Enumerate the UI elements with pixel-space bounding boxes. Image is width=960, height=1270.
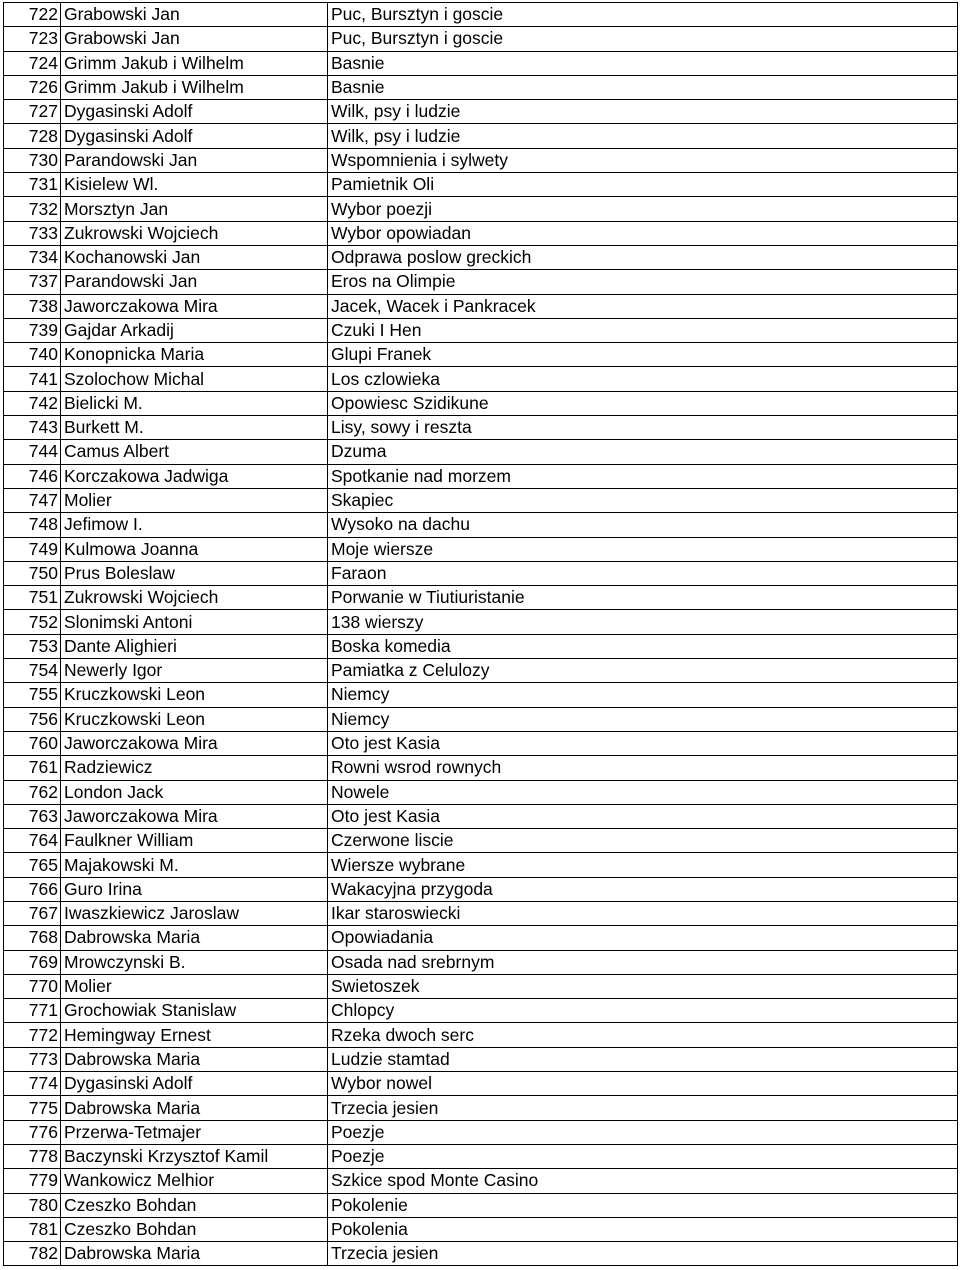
row-number-cell: 747 <box>4 488 61 512</box>
table-row <box>4 51 958 75</box>
author-cell: Faulkner William <box>61 829 328 853</box>
table-row <box>4 537 958 561</box>
author-cell: Parandowski Jan <box>61 148 328 172</box>
row-number-cell: 732 <box>4 197 61 221</box>
table-row <box>4 245 958 269</box>
row-number-cell: 731 <box>4 173 61 197</box>
title-cell: Osada nad srebrnym <box>328 950 958 974</box>
author-cell: Kochanowski Jan <box>61 245 328 269</box>
author-cell: Dygasinski Adolf <box>61 100 328 124</box>
row-number-cell: 779 <box>4 1169 61 1193</box>
title-cell: Glupi Franek <box>328 343 958 367</box>
table-row <box>4 610 958 634</box>
table-row <box>4 75 958 99</box>
table-row <box>4 1072 958 1096</box>
row-number-cell: 737 <box>4 270 61 294</box>
table-row <box>4 1047 958 1071</box>
author-cell: Zukrowski Wojciech <box>61 221 328 245</box>
table-row <box>4 294 958 318</box>
row-number-cell: 782 <box>4 1242 61 1266</box>
table-row <box>4 1096 958 1120</box>
title-cell: Odprawa poslow greckich <box>328 245 958 269</box>
row-number-cell: 751 <box>4 586 61 610</box>
row-number-cell: 754 <box>4 659 61 683</box>
author-cell: Grimm Jakub i Wilhelm <box>61 75 328 99</box>
table-row <box>4 926 958 950</box>
author-cell: Dygasinski Adolf <box>61 124 328 148</box>
table-row <box>4 804 958 828</box>
table-row <box>4 829 958 853</box>
author-cell: Newerly Igor <box>61 659 328 683</box>
title-cell: Nowele <box>328 780 958 804</box>
author-cell: Zukrowski Wojciech <box>61 586 328 610</box>
title-cell: Faraon <box>328 561 958 585</box>
table-row <box>4 974 958 998</box>
row-number-cell: 762 <box>4 780 61 804</box>
row-number-cell: 763 <box>4 804 61 828</box>
title-cell: Spotkanie nad morzem <box>328 464 958 488</box>
table-row <box>4 1169 958 1193</box>
author-cell: Gajdar Arkadij <box>61 318 328 342</box>
title-cell: Lisy, sowy i reszta <box>328 416 958 440</box>
row-number-cell: 761 <box>4 756 61 780</box>
row-number-cell: 775 <box>4 1096 61 1120</box>
title-cell: Basnie <box>328 75 958 99</box>
row-number-cell: 744 <box>4 440 61 464</box>
book-list-body <box>4 3 958 1266</box>
table-row <box>4 367 958 391</box>
table-row <box>4 391 958 415</box>
table-row <box>4 707 958 731</box>
author-cell: Wankowicz Melhior <box>61 1169 328 1193</box>
table-row <box>4 197 958 221</box>
author-cell: London Jack <box>61 780 328 804</box>
title-cell: Wiersze wybrane <box>328 853 958 877</box>
table-row <box>4 173 958 197</box>
title-cell: Rowni wsrod rownych <box>328 756 958 780</box>
author-cell: Kulmowa Joanna <box>61 537 328 561</box>
title-cell: Boska komedia <box>328 634 958 658</box>
title-cell: Wybor poezji <box>328 197 958 221</box>
title-cell: Rzeka dwoch serc <box>328 1023 958 1047</box>
title-cell: Poezje <box>328 1120 958 1144</box>
author-cell: Konopnicka Maria <box>61 343 328 367</box>
row-number-cell: 772 <box>4 1023 61 1047</box>
table-row <box>4 780 958 804</box>
table-row <box>4 731 958 755</box>
row-number-cell: 770 <box>4 974 61 998</box>
title-cell: Opowiadania <box>328 926 958 950</box>
table-row <box>4 659 958 683</box>
row-number-cell: 749 <box>4 537 61 561</box>
author-cell: Morsztyn Jan <box>61 197 328 221</box>
title-cell: Wilk, psy i ludzie <box>328 100 958 124</box>
author-cell: Jaworczakowa Mira <box>61 731 328 755</box>
title-cell: Pokolenie <box>328 1193 958 1217</box>
author-cell: Baczynski Krzysztof Kamil <box>61 1144 328 1168</box>
author-cell: Przerwa-Tetmajer <box>61 1120 328 1144</box>
table-row <box>4 853 958 877</box>
row-number-cell: 726 <box>4 75 61 99</box>
row-number-cell: 742 <box>4 391 61 415</box>
title-cell: Moje wiersze <box>328 537 958 561</box>
table-row <box>4 877 958 901</box>
row-number-cell: 769 <box>4 950 61 974</box>
author-cell: Dabrowska Maria <box>61 1047 328 1071</box>
table-row <box>4 343 958 367</box>
row-number-cell: 727 <box>4 100 61 124</box>
row-number-cell: 776 <box>4 1120 61 1144</box>
title-cell: Jacek, Wacek i Pankracek <box>328 294 958 318</box>
title-cell: Porwanie w Tiutiuristanie <box>328 586 958 610</box>
title-cell: Puc, Bursztyn i goscie <box>328 27 958 51</box>
author-cell: Slonimski Antoni <box>61 610 328 634</box>
author-cell: Molier <box>61 488 328 512</box>
title-cell: 138 wierszy <box>328 610 958 634</box>
row-number-cell: 768 <box>4 926 61 950</box>
author-cell: Dygasinski Adolf <box>61 1072 328 1096</box>
title-cell: Wysoko na dachu <box>328 513 958 537</box>
title-cell: Czuki I Hen <box>328 318 958 342</box>
table-row <box>4 221 958 245</box>
row-number-cell: 741 <box>4 367 61 391</box>
table-row <box>4 100 958 124</box>
row-number-cell: 773 <box>4 1047 61 1071</box>
title-cell: Swietoszek <box>328 974 958 998</box>
author-cell: Grabowski Jan <box>61 3 328 27</box>
author-cell: Grabowski Jan <box>61 27 328 51</box>
author-cell: Czeszko Bohdan <box>61 1193 328 1217</box>
row-number-cell: 743 <box>4 416 61 440</box>
title-cell: Chlopcy <box>328 999 958 1023</box>
author-cell: Dante Alighieri <box>61 634 328 658</box>
table-row <box>4 586 958 610</box>
author-cell: Bielicki M. <box>61 391 328 415</box>
table-row <box>4 124 958 148</box>
author-cell: Guro Irina <box>61 877 328 901</box>
table-row <box>4 464 958 488</box>
row-number-cell: 739 <box>4 318 61 342</box>
row-number-cell: 756 <box>4 707 61 731</box>
author-cell: Szolochow Michal <box>61 367 328 391</box>
title-cell: Los czlowieka <box>328 367 958 391</box>
title-cell: Opowiesc Szidikune <box>328 391 958 415</box>
table-row <box>4 1144 958 1168</box>
author-cell: Czeszko Bohdan <box>61 1217 328 1241</box>
row-number-cell: 753 <box>4 634 61 658</box>
table-row <box>4 1193 958 1217</box>
table-row <box>4 3 958 27</box>
author-cell: Dabrowska Maria <box>61 1242 328 1266</box>
table-row <box>4 148 958 172</box>
title-cell: Szkice spod Monte Casino <box>328 1169 958 1193</box>
author-cell: Kisielew Wl. <box>61 173 328 197</box>
row-number-cell: 740 <box>4 343 61 367</box>
author-cell: Grimm Jakub i Wilhelm <box>61 51 328 75</box>
title-cell: Ikar staroswiecki <box>328 901 958 925</box>
table-row <box>4 27 958 51</box>
row-number-cell: 774 <box>4 1072 61 1096</box>
table-row <box>4 999 958 1023</box>
author-cell: Dabrowska Maria <box>61 1096 328 1120</box>
author-cell: Mrowczynski B. <box>61 950 328 974</box>
title-cell: Eros na Olimpie <box>328 270 958 294</box>
title-cell: Poezje <box>328 1144 958 1168</box>
author-cell: Jaworczakowa Mira <box>61 804 328 828</box>
author-cell: Parandowski Jan <box>61 270 328 294</box>
title-cell: Wspomnienia i sylwety <box>328 148 958 172</box>
author-cell: Majakowski M. <box>61 853 328 877</box>
row-number-cell: 734 <box>4 245 61 269</box>
author-cell: Kruczkowski Leon <box>61 683 328 707</box>
table-row <box>4 1217 958 1241</box>
title-cell: Trzecia jesien <box>328 1242 958 1266</box>
table-row <box>4 561 958 585</box>
table-row <box>4 440 958 464</box>
author-cell: Prus Boleslaw <box>61 561 328 585</box>
row-number-cell: 778 <box>4 1144 61 1168</box>
author-cell: Iwaszkiewicz Jaroslaw <box>61 901 328 925</box>
author-cell: Camus Albert <box>61 440 328 464</box>
table-row <box>4 488 958 512</box>
title-cell: Wakacyjna przygoda <box>328 877 958 901</box>
title-cell: Oto jest Kasia <box>328 731 958 755</box>
table-row <box>4 270 958 294</box>
title-cell: Oto jest Kasia <box>328 804 958 828</box>
table-row <box>4 416 958 440</box>
row-number-cell: 746 <box>4 464 61 488</box>
title-cell: Wilk, psy i ludzie <box>328 124 958 148</box>
title-cell: Basnie <box>328 51 958 75</box>
table-row <box>4 634 958 658</box>
row-number-cell: 730 <box>4 148 61 172</box>
table-row <box>4 950 958 974</box>
author-cell: Grochowiak Stanislaw <box>61 999 328 1023</box>
title-cell: Niemcy <box>328 683 958 707</box>
title-cell: Wybor opowiadan <box>328 221 958 245</box>
author-cell: Radziewicz <box>61 756 328 780</box>
title-cell: Pamietnik Oli <box>328 173 958 197</box>
table-row <box>4 1023 958 1047</box>
author-cell: Jaworczakowa Mira <box>61 294 328 318</box>
author-cell: Dabrowska Maria <box>61 926 328 950</box>
row-number-cell: 738 <box>4 294 61 318</box>
row-number-cell: 767 <box>4 901 61 925</box>
title-cell: Czerwone liscie <box>328 829 958 853</box>
title-cell: Dzuma <box>328 440 958 464</box>
row-number-cell: 765 <box>4 853 61 877</box>
table-row <box>4 1242 958 1266</box>
row-number-cell: 771 <box>4 999 61 1023</box>
row-number-cell: 764 <box>4 829 61 853</box>
table-row <box>4 513 958 537</box>
author-cell: Hemingway Ernest <box>61 1023 328 1047</box>
row-number-cell: 780 <box>4 1193 61 1217</box>
book-list-table <box>3 2 958 1266</box>
table-row <box>4 318 958 342</box>
table-row <box>4 756 958 780</box>
author-cell: Kruczkowski Leon <box>61 707 328 731</box>
row-number-cell: 760 <box>4 731 61 755</box>
row-number-cell: 766 <box>4 877 61 901</box>
title-cell: Trzecia jesien <box>328 1096 958 1120</box>
row-number-cell: 752 <box>4 610 61 634</box>
title-cell: Pamiatka z Celulozy <box>328 659 958 683</box>
title-cell: Wybor nowel <box>328 1072 958 1096</box>
title-cell: Niemcy <box>328 707 958 731</box>
row-number-cell: 755 <box>4 683 61 707</box>
row-number-cell: 748 <box>4 513 61 537</box>
table-row <box>4 683 958 707</box>
row-number-cell: 781 <box>4 1217 61 1241</box>
row-number-cell: 722 <box>4 3 61 27</box>
row-number-cell: 733 <box>4 221 61 245</box>
author-cell: Jefimow I. <box>61 513 328 537</box>
table-row <box>4 1120 958 1144</box>
row-number-cell: 750 <box>4 561 61 585</box>
row-number-cell: 723 <box>4 27 61 51</box>
author-cell: Molier <box>61 974 328 998</box>
row-number-cell: 728 <box>4 124 61 148</box>
title-cell: Puc, Bursztyn i goscie <box>328 3 958 27</box>
title-cell: Ludzie stamtad <box>328 1047 958 1071</box>
author-cell: Burkett M. <box>61 416 328 440</box>
table-row <box>4 901 958 925</box>
row-number-cell: 724 <box>4 51 61 75</box>
author-cell: Korczakowa Jadwiga <box>61 464 328 488</box>
title-cell: Pokolenia <box>328 1217 958 1241</box>
title-cell: Skapiec <box>328 488 958 512</box>
